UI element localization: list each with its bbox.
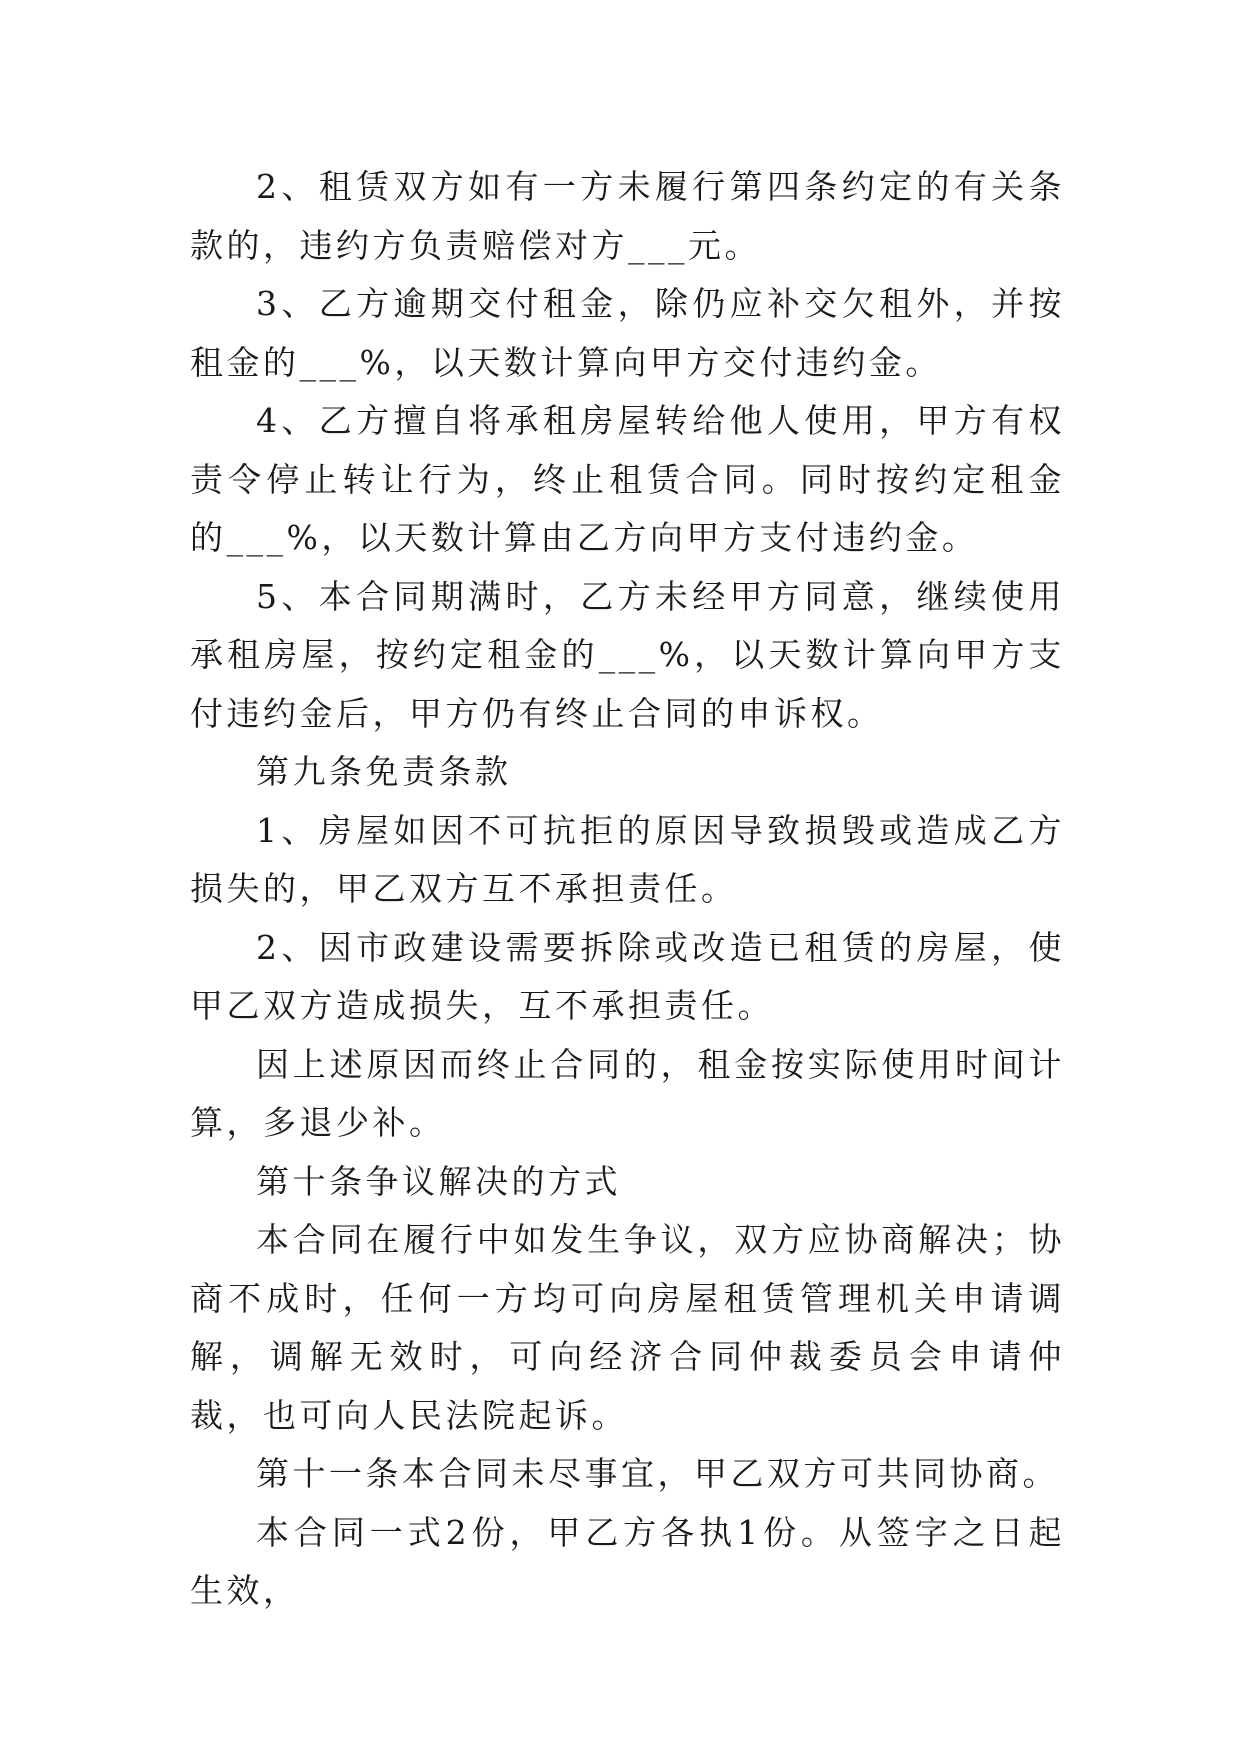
paragraph-article-11: 第十一条本合同未尽事宜，甲乙双方可共同协商。 [256,1454,1059,1493]
heading-article-10: 第十条争议解决的方式 [256,1161,621,1201]
paragraph-clause-9-1: 1、房屋如因不可抗拒的原因导致损毁或造成乙方损失的，甲乙双方互不承担责任。 [190,810,1065,908]
paragraph-clause-9-note: 因上述原因而终止合同的，租金按实际使用时间计算，多退少补。 [190,1044,1065,1142]
paragraph-clause-8-2: 2、租赁双方如有一方未履行第四条约定的有关条款的，违约方负责赔偿对方___元。 [190,167,1065,265]
paragraph-clause-8-3: 3、乙方逾期交付租金，除仍应补交欠租外，并按租金的___%，以天数计算向甲方交付违约金。 [190,284,1065,382]
paragraph-clause-9-2: 2、因市政建设需要拆除或改造已租赁的房屋，使甲乙双方造成损失，互不承担责任。 [190,927,1065,1025]
paragraph-clause-10: 本合同在履行中如发生争议，双方应协商解决；协商不成时，任何一方均可向房屋租赁管理机关申请调解，调解无效时，可向经济合同仲裁委员会申请仲裁，也可向人民法院起诉。 [190,1220,1065,1435]
paragraph-copies-effective: 本合同一式2份，甲乙方各执1份。从签字之日起生效， [190,1512,1065,1610]
document-body [190,158,1065,1621]
heading-article-9: 第九条免责条款 [256,752,512,791]
paragraph-clause-8-4: 4、乙方擅自将承租房屋转给他人使用，甲方有权责令停止转让行为，终止租赁合同。同时按约定租金的___%，以天数计算由乙方向甲方支付违约金。 [190,401,1065,557]
paragraph-clause-8-5: 5、本合同期满时，乙方未经甲方同意，继续使用承租房屋，按约定租金的___%，以天数计算向甲方支付违约金后，甲方仍有终止合同的申诉权。 [190,576,1065,733]
